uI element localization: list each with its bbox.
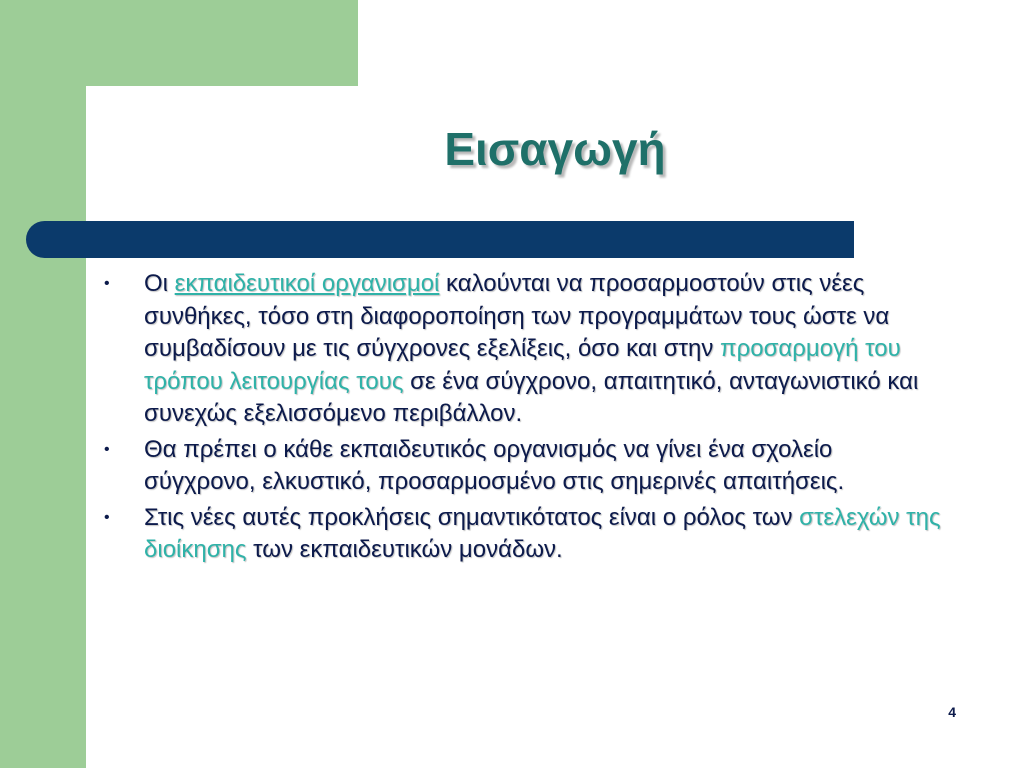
bullet-icon: •: [104, 275, 110, 292]
bullet-1-text-a: Οι: [144, 270, 175, 297]
bullet-item-1: [100, 268, 950, 431]
bullet-3-text-a: Στις νέες αυτές προκλήσεις σημαντικότατος είναι ο ρόλος των: [144, 503, 800, 531]
bullet-item-2: [100, 434, 950, 499]
bullet-3-highlight: στελεχών της διοίκησης: [144, 503, 941, 563]
bullet-1-text-b: καλούνται να προσαρμοστούν στις νέες συνθήκες, τόσο στη διαφοροποίηση των προγραμμάτων τους ώστε να συμβαδίσουν με τις σύγχρονες εξελίξεις, όσο και στην: [144, 270, 890, 362]
background-green-left: [0, 0, 86, 768]
bullet-icon: •: [104, 508, 110, 526]
bullet-icon: •: [104, 440, 110, 458]
educational-organizations-link[interactable]: εκπαιδευτικοί οργανισμοί: [174, 270, 440, 297]
bullet-1-highlight: προσαρμογή του τρόπου λειτουργίας τους: [144, 335, 901, 395]
bullet-1-text-c: σε ένα σύγχρονο, απαιτητικό, ανταγωνιστικό και συνεχώς εξελισσόμενο περιβάλλον.: [144, 367, 919, 427]
bullet-3-text-b: των εκπαιδευτικών μονάδων.: [246, 536, 563, 563]
slide-title: Εισαγωγή: [444, 123, 666, 175]
title-underline-bar: [26, 221, 854, 258]
bullet-item-3: [100, 502, 950, 567]
bullet-list: [100, 268, 950, 570]
bullet-2-text: Θα πρέπει ο κάθε εκπαιδευτικός οργανισμός να γίνει ένα σχολείο σύγχρονο, ελκυστικό, προσαρμοσμένο στις σημερινές απαιτήσεις.: [144, 435, 845, 495]
page-number: 4: [948, 704, 956, 720]
